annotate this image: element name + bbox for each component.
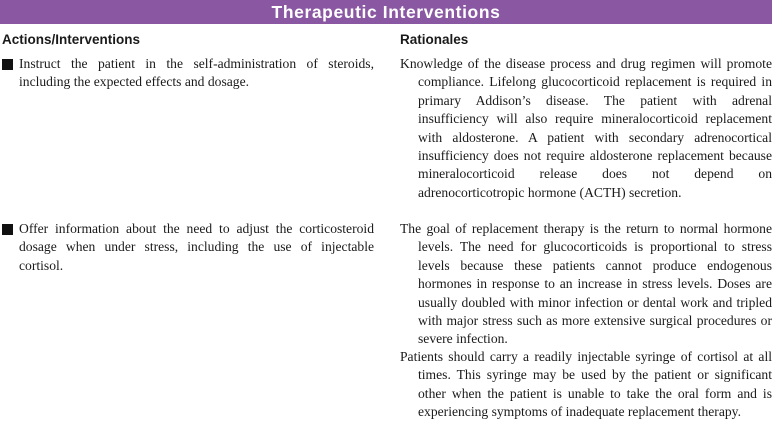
rationale-paragraph: Patients should carry a readily injectable syringe of cortisol at all times. This syringe may be used by the patient or significant other when the patient is unable to take the oral form and is experiencing symptoms of inadequate replacement therapy. [400,349,772,420]
square-bullet-icon [2,224,13,235]
action-item [2,220,374,275]
actions-column-heading: Actions/Interventions [2,32,141,47]
rationale-paragraph: The goal of replacement therapy is the return to normal hormone levels. The need for glucocorticoids is proportional to stress levels because these patients cannot produce endogenous hormones in response to an increase in stress levels. Doses are usually doubled with minor infection or dental work and tripled with major stress such as more extensive surgical procedures or severe infection. [400,221,772,347]
rationales-column-heading: Rationales [400,32,469,47]
action-item [2,55,374,92]
action-text: Offer information about the need to adjust the corticosteroid dosage when under stress, including the use of injectable cortisol. [19,221,374,273]
square-bullet-icon [2,59,13,70]
section-title: Therapeutic Interventions [271,2,501,22]
rationale-paragraph: Knowledge of the disease process and drug regimen will promote compliance. Lifelong glucocorticoid replacement is required in primary Addison’s disease. The patient with adrenal insufficiency will also require mineralocorticoid replacement with aldosterone. A patient with secondary adrenocortical insufficiency does not require aldosterone replacement because mineralocorticoid release does not depend on adrenocorticotropic hormone (ACTH) secretion. [400,56,772,200]
section-title-bar [0,0,772,24]
action-text: Instruct the patient in the self-administration of steroids, including the expected effects and dosage. [19,56,374,90]
